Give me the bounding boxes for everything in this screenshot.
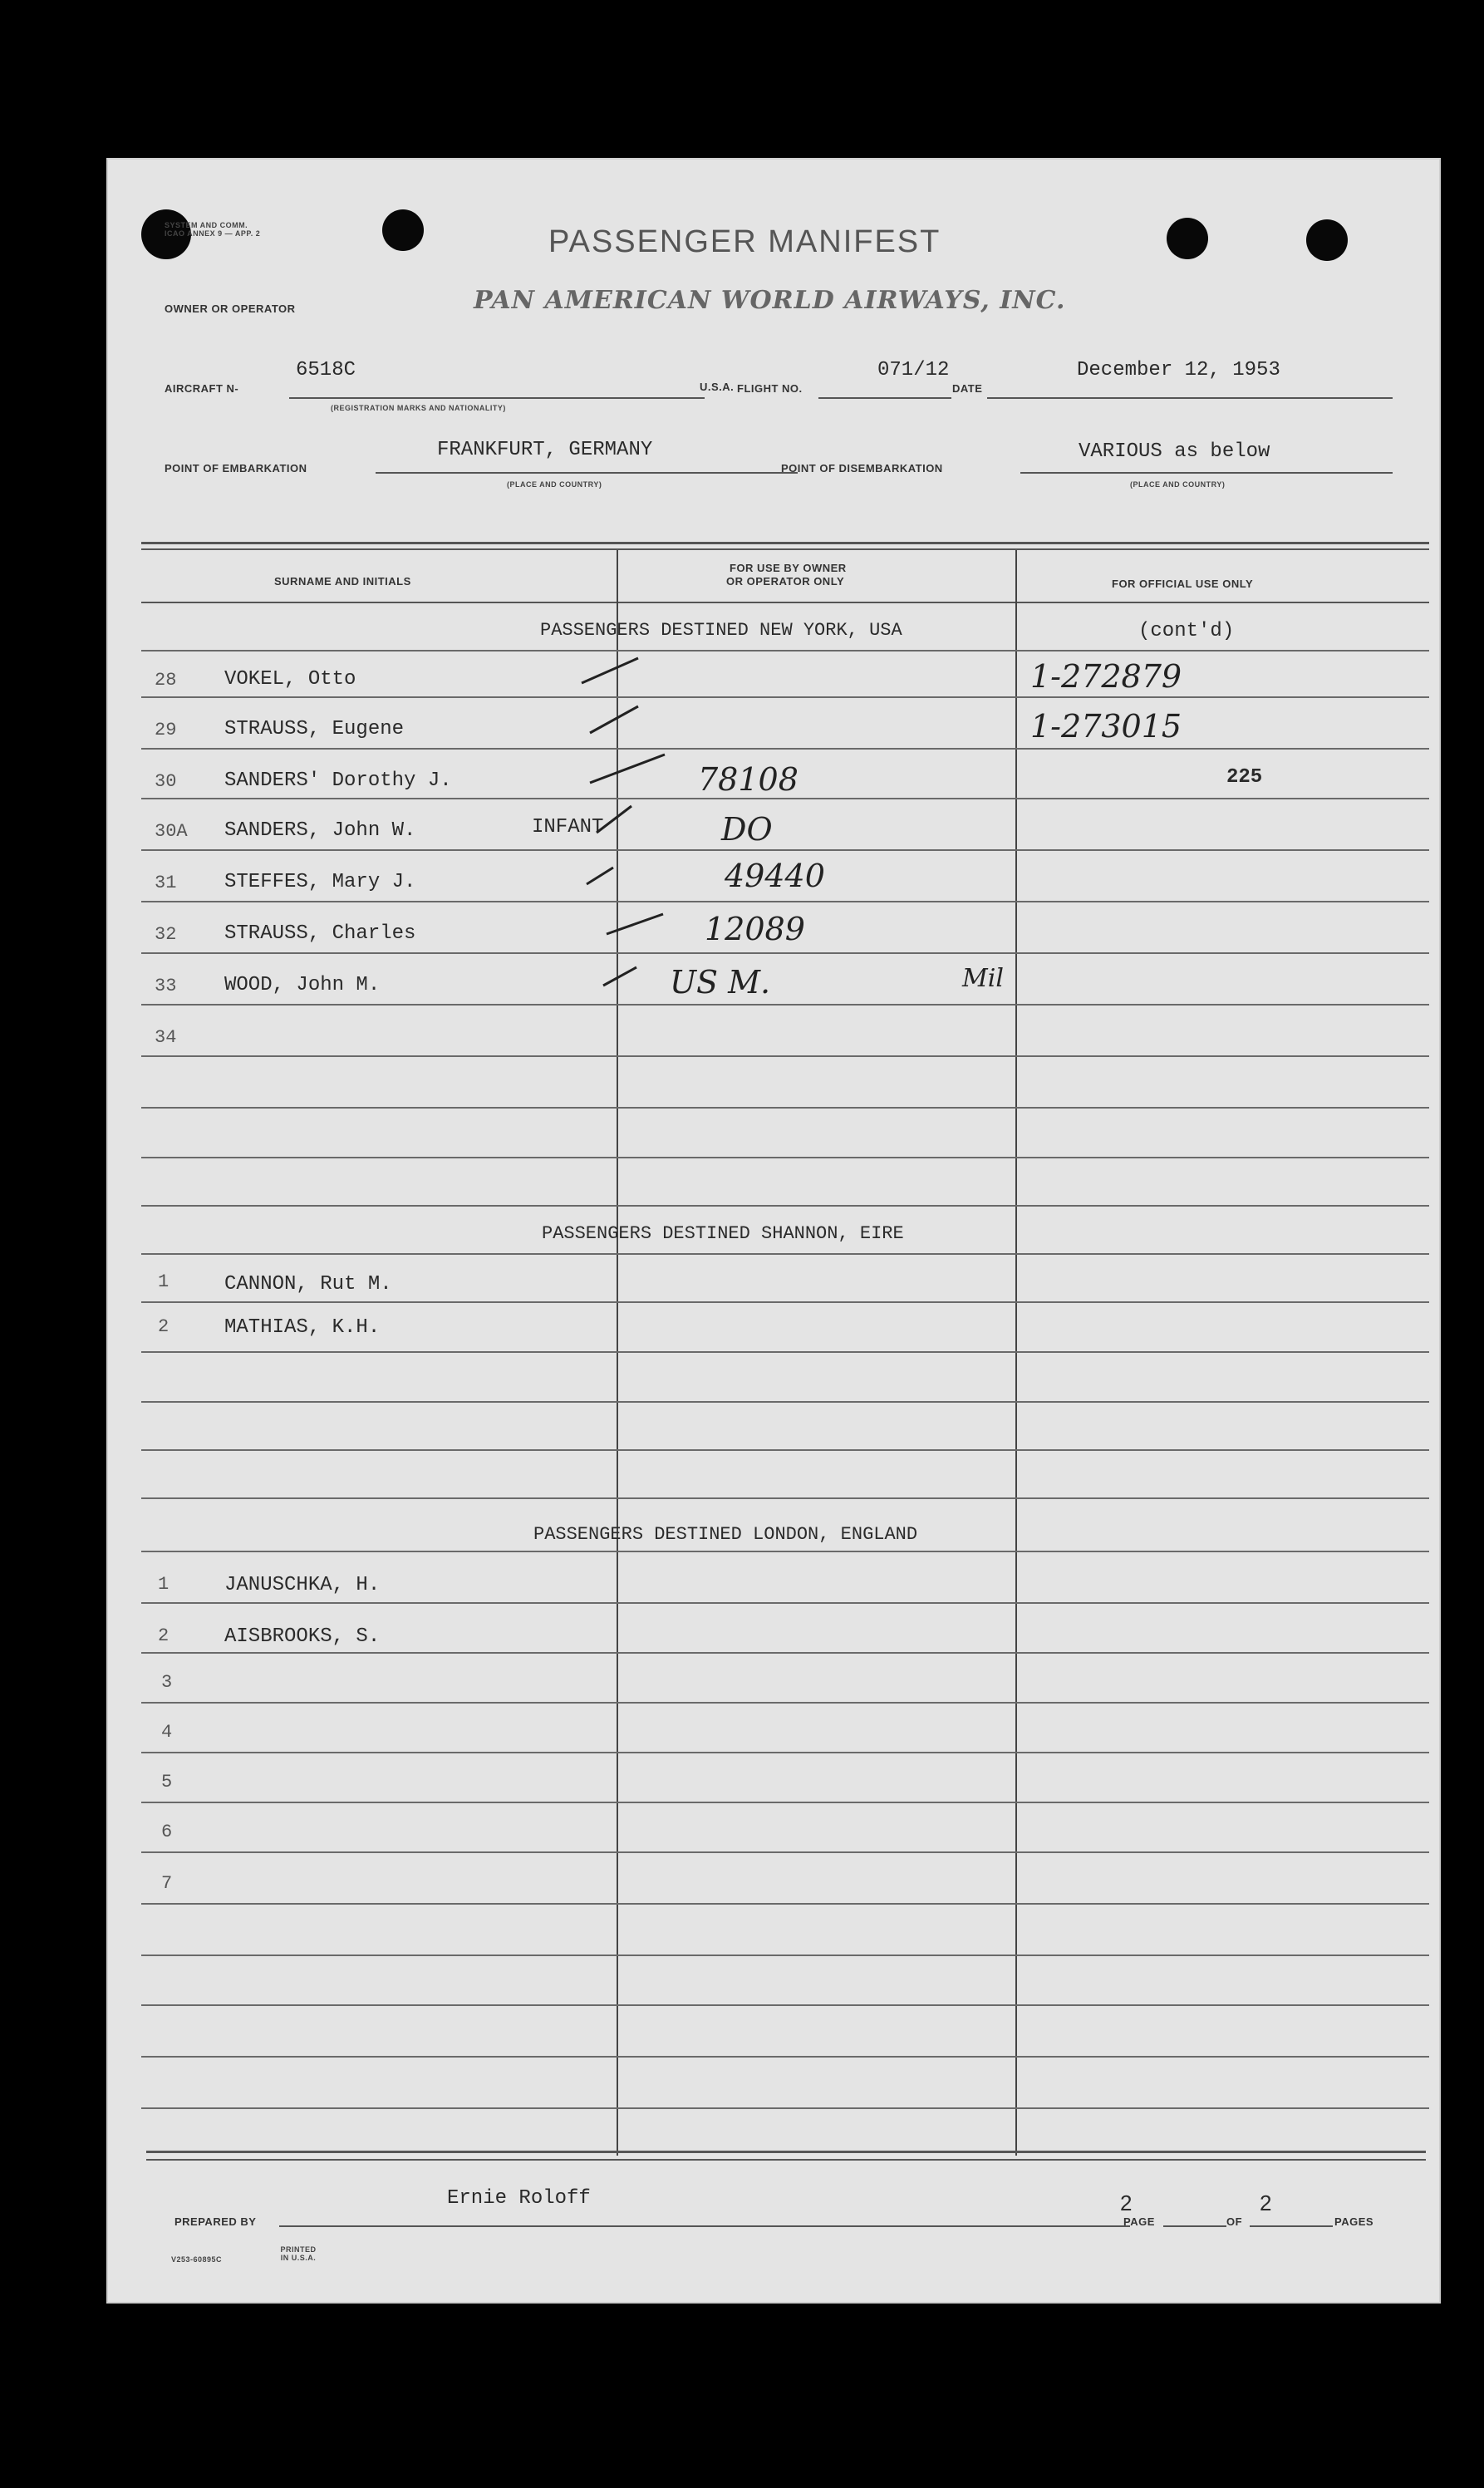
embark-value: FRANKFURT, GERMANY [437,439,653,461]
printed-stamp: PRINTED IN U.S.A. [280,2245,317,2262]
page-total: 2 [1260,2191,1272,2215]
form-title: PASSENGER MANIFEST [548,224,941,259]
row-rule [141,798,1429,799]
row-rule [141,2056,1429,2058]
punch-hole-left [382,209,424,251]
flight-value: 071/12 [877,359,950,381]
row-rule [141,1055,1429,1057]
nationality: U.S.A. [700,381,735,393]
of-label: OF [1226,2215,1243,2228]
row-rule [141,1702,1429,1704]
page-number: 2 [1120,2191,1133,2215]
row-rule [141,1401,1429,1403]
col-owner-use-2: OR OPERATOR ONLY [726,575,845,588]
aircraft-label: AIRCRAFT N- [165,382,239,395]
prepared-label: PREPARED BY [174,2215,257,2228]
row-rule [141,650,1429,652]
section-london: PASSENGERS DESTINED LONDON, ENGLAND [533,1524,918,1545]
row-rule [141,1851,1429,1853]
row-rule [141,1449,1429,1451]
aircraft-value: 6518C [296,359,356,381]
row-rule [141,1752,1429,1753]
divider-2 [1015,550,1017,2156]
section-new-york: PASSENGERS DESTINED NEW YORK, USA [540,620,902,641]
place-caption-2: (PLACE AND COUNTRY) [1130,480,1226,489]
corner-text: SYSTEM AND COMM. ICAO ANNEX 9 — APP. 2 [165,221,261,238]
row-rule [141,1351,1429,1353]
embark-label: POINT OF EMBARKATION [165,462,307,474]
row-rule [141,748,1429,750]
manifest-sheet: SYSTEM AND COMM. ICAO ANNEX 9 — APP. 2 PASSENGER MANIFEST OWNER OR OPERATOR PAN AMERICAN WORLD AIRWAYS, INC. AIRCRAFT N- 6518C (REGISTRATION MARKS AND NATIONALITY) U.S.A. FLIGHT NO. 071/12 DATE December 12, 1953 POINT OF EMBARKATION FRANKFURT, GERMANY (PLACE AND COUNTRY) POINT OF DISEMBARKATION VARIOUS as below (PLACE AND COUNTRY) SURNAME AND INITIALS FOR USE BY OWNER OR OPERATOR ONLY FOR OFFICIAL USE ONLY PASSENGERS DESTINED NEW YORK, USA (cont'd) 28 VOKEL, Otto 1-272879 29 STRAUSS, Eugene 1-273015 30 SANDERS' Dorothy J. 78108 225 30A SANDERS, John W. INFANT DO 31 STEFFES, Mary J. 49440 32 STRAUSS, Charles 12089 33 WOOD, John M. US M. Mil 34 PASSENGERS DESTINED SHANNON, EIRE 1 CANNON, Rut M. 2 MATHIAS, K.H. PASSENGERS DESTINED LONDON, ENGLAND 1 JANUSCHKA, H. 2 AISBROOKS, S. 3 4 5 6 7 PREPARED BY Ernie Roloff PAGE 2 OF 2 PAGES V253-60895C PRINTED IN U.S.A. [106,158,1441,2304]
place-caption-1: (PLACE AND COUNTRY) [507,480,602,489]
operator-name: PAN AMERICAN WORLD AIRWAYS, INC. [474,286,1066,315]
section-cont: (cont'd) [1138,620,1235,642]
page-label: PAGE [1123,2215,1155,2228]
form-number: V253-60895C [171,2255,223,2264]
section-shannon: PASSENGERS DESTINED SHANNON, EIRE [542,1223,904,1244]
row-rule [141,1802,1429,1803]
row-rule [141,1301,1429,1303]
check-marks [573,650,773,1007]
punch-hole-right-1 [1167,218,1208,259]
row-rule [141,1107,1429,1109]
date-value: December 12, 1953 [1077,359,1280,381]
row-rule [141,1955,1429,1956]
row-rule [141,1253,1429,1255]
row-rule [141,952,1429,954]
disembark-label: POINT OF DISEMBARKATION [781,462,943,474]
row-rule [141,1004,1429,1006]
registration-caption: (REGISTRATION MARKS AND NATIONALITY) [331,404,506,412]
row-rule [141,901,1429,902]
row-rule [141,1497,1429,1499]
punch-hole-right-2 [1306,219,1348,261]
col-official: FOR OFFICIAL USE ONLY [1112,578,1254,590]
row-rule [141,1157,1429,1158]
row-rule [141,696,1429,698]
row-rule [141,1903,1429,1905]
row-rule [141,849,1429,851]
row-rule [141,1551,1429,1552]
pages-label: PAGES [1334,2215,1374,2228]
row-rule [141,2107,1429,2109]
date-label: DATE [952,382,983,395]
row-rule [141,1205,1429,1207]
col-surname: SURNAME AND INITIALS [274,575,411,588]
row-rule [141,1652,1429,1654]
disembark-value: VARIOUS as below [1079,440,1270,463]
prepared-by: Ernie Roloff [447,2187,591,2210]
owner-label: OWNER OR OPERATOR [165,302,296,315]
row-rule [141,2004,1429,2006]
row-rule [141,1602,1429,1604]
flight-label: FLIGHT NO. [737,382,803,395]
col-owner-use-1: FOR USE BY OWNER [730,562,847,574]
